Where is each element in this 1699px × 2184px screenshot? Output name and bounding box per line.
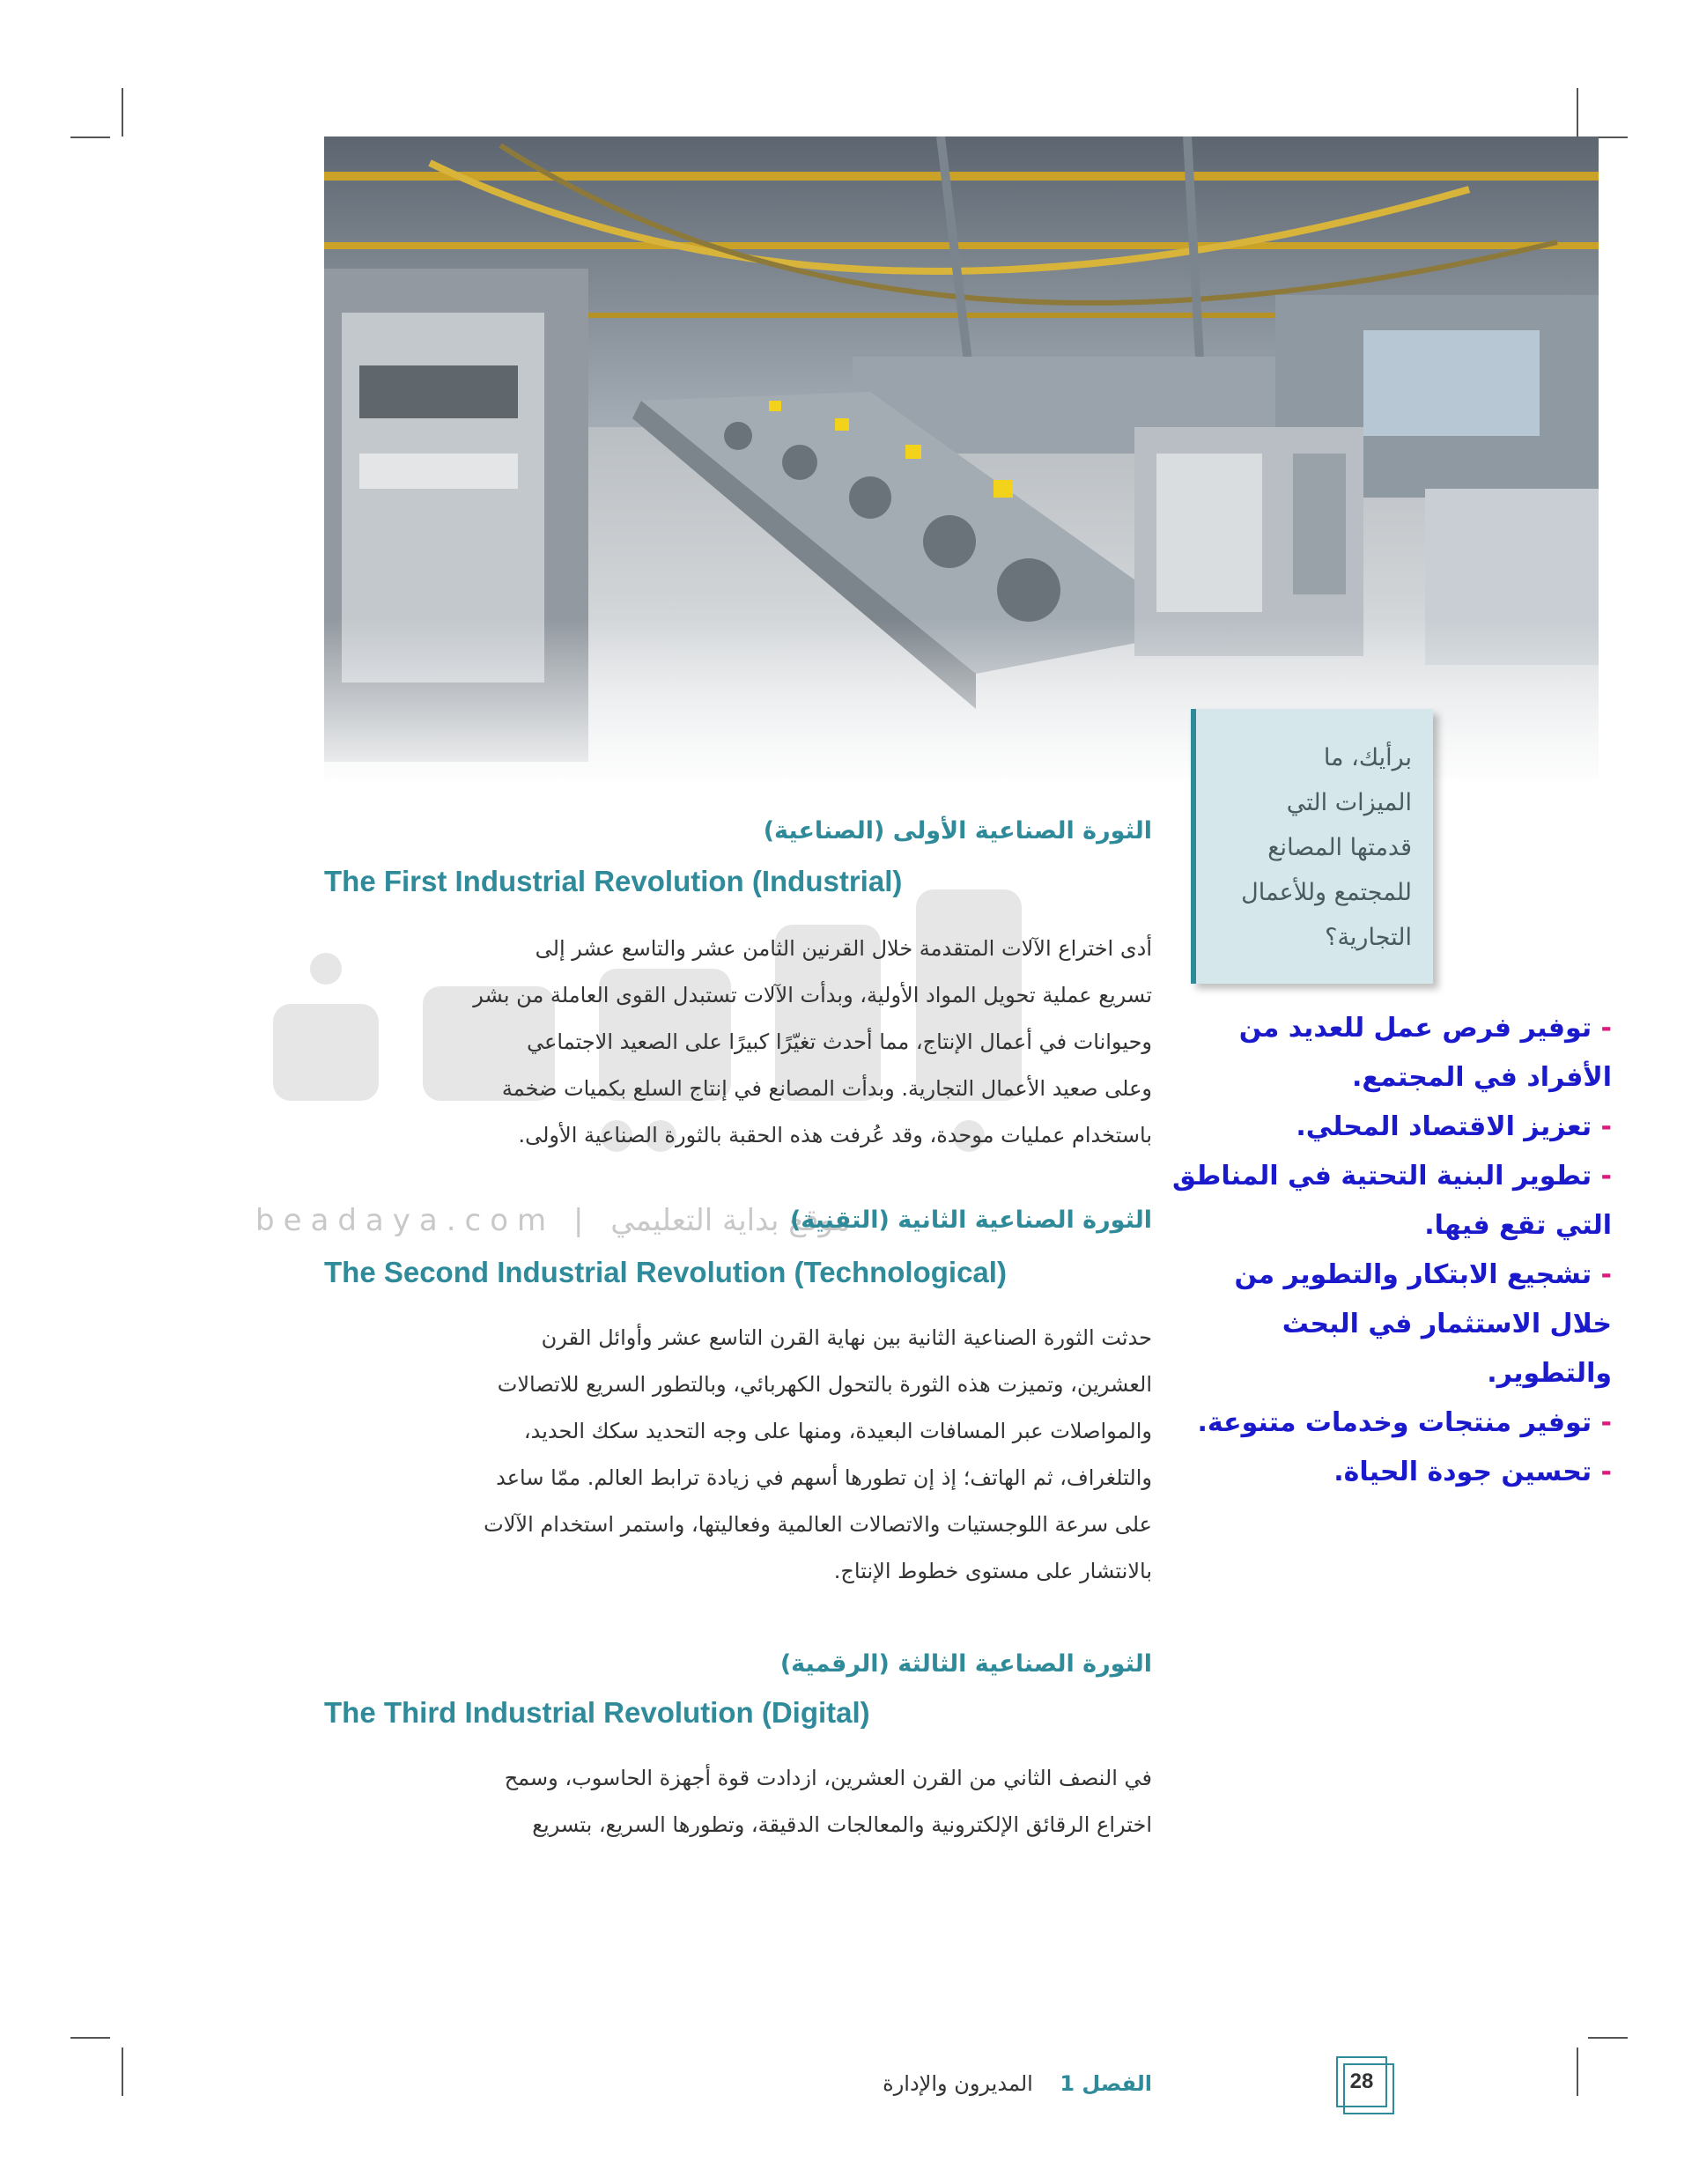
factory-photo <box>324 136 1599 779</box>
question-box <box>1191 709 1433 984</box>
answer-text: توفير منتجات وخدمات متنوعة. <box>1197 1407 1592 1438</box>
paragraph-line: باستخدام عمليات موحدة، وقد عُرفت هذه الحقبة بالثورة الصناعية الأولى. <box>518 1123 1152 1147</box>
answer-dash: - <box>1592 1161 1612 1192</box>
answer-text: خلال الاستثمار في البحث <box>1282 1309 1612 1339</box>
answer-line <box>1180 1398 1612 1448</box>
answer-text: تطوير البنية التحتية في المناطق <box>1172 1161 1592 1192</box>
section-paragraph <box>324 1315 1152 1595</box>
crop-mark <box>122 88 123 136</box>
paragraph-line: حدثت الثورة الصناعية الثانية بين نهاية القرن التاسع عشر وأوائل القرن <box>541 1325 1152 1350</box>
section-paragraph <box>324 926 1152 1159</box>
answer-dash: - <box>1592 1457 1612 1487</box>
section-heading-arabic: الثورة الصناعية الثانية (التقنية) <box>789 1206 1152 1234</box>
section-heading-english: The Second Industrial Revolution (Technological) <box>324 1256 1007 1288</box>
section-heading-arabic: الثورة الصناعية الأولى (الصناعية) <box>763 817 1152 845</box>
answer-line <box>1180 1201 1612 1251</box>
chapter-label: الفصل 1 <box>1060 2071 1152 2096</box>
paragraph-line: أدى اختراع الآلات المتقدمة خلال القرنين الثامن عشر والتاسع عشر إلى <box>535 936 1152 961</box>
answer-line <box>1180 1103 1612 1152</box>
answers-list <box>1172 1004 1612 1497</box>
answer-text: تحسين جودة الحياة. <box>1333 1457 1592 1487</box>
answer-line <box>1180 1053 1612 1103</box>
answer-line <box>1180 1349 1612 1398</box>
question-line: التجارية؟ <box>1325 924 1412 951</box>
answer-dash: - <box>1592 1407 1612 1438</box>
crop-mark <box>122 2048 123 2096</box>
footer-chapter <box>853 2071 1152 2096</box>
answer-text: والتطوير. <box>1487 1358 1612 1389</box>
paragraph-line: والمواصلات عبر المسافات البعيدة، ومنها على وجه التحديد سكك الحديد، <box>523 1419 1152 1443</box>
paragraph-line: بالانتشار على مستوى خطوط الإنتاج. <box>833 1559 1152 1583</box>
watermark-url: beadaya.com | موقع بداية التعليمي <box>255 1203 851 1238</box>
crop-mark <box>1577 2048 1578 2096</box>
answer-text: توفير فرص عمل للعديد من <box>1238 1013 1592 1044</box>
section-paragraph <box>324 1755 1152 1848</box>
paragraph-line: اختراع الرقائق الإلكترونية والمعالجات الدقيقة، وتطورها السريع، بتسريع <box>532 1812 1152 1837</box>
crop-mark <box>70 2037 110 2039</box>
factory-illustration <box>324 136 1599 779</box>
answer-dash: - <box>1592 1013 1612 1044</box>
question-line: قدمتها المصانع <box>1267 834 1412 861</box>
crop-mark <box>1577 88 1578 136</box>
answer-dash: - <box>1592 1259 1612 1290</box>
page-number: 28 <box>1336 2056 1387 2107</box>
answer-line <box>1180 1251 1612 1300</box>
answer-text: الأفراد في المجتمع. <box>1351 1062 1612 1093</box>
question-line: للمجتمع وللأعمال <box>1241 879 1412 906</box>
answer-text: التي تقع فيها. <box>1424 1210 1612 1241</box>
paragraph-line: على سرعة اللوجستيات والاتصالات العالمية وفعاليتها، واستمر استخدام الآلات <box>484 1512 1152 1537</box>
answer-text: تشجيع الابتكار والتطوير من <box>1234 1259 1592 1290</box>
paragraph-line: وحيوانات في أعمال الإنتاج، مما أحدث تغيّرًا كبيرًا على الصعيد الاجتماعي <box>527 1029 1152 1054</box>
paragraph-line: والتلغراف، ثم الهاتف؛ إذ إن تطورها أسهم في زيادة ترابط العالم. ممّا ساعد <box>496 1465 1152 1490</box>
chapter-title: المديرون والإدارة <box>883 2071 1033 2096</box>
answer-line <box>1180 1300 1612 1349</box>
answer-line <box>1180 1448 1612 1497</box>
answer-line <box>1172 1152 1612 1201</box>
answer-line <box>1180 1004 1612 1053</box>
answer-dash: - <box>1592 1111 1612 1142</box>
paragraph-line: العشرين، وتميزت هذه الثورة بالتحول الكهربائي، وبالتطور السريع للاتصالات <box>497 1372 1152 1397</box>
crop-mark <box>1588 2037 1628 2039</box>
section-heading-arabic: الثورة الصناعية الثالثة (الرقمية) <box>779 1650 1152 1678</box>
section-heading-english: The Third Industrial Revolution (Digital) <box>324 1696 870 1729</box>
question-line: الميزات التي <box>1286 789 1412 816</box>
paragraph-line: وعلى صعيد الأعمال التجارية. وبدأت المصانع في إنتاج السلع بكميات ضخمة <box>501 1076 1152 1101</box>
paragraph-line: تسريع عملية تحويل المواد الأولية، وبدأت الآلات تستبدل القوى العاملة من بشر <box>473 983 1152 1007</box>
answer-text: تعزيز الاقتصاد المحلي. <box>1296 1111 1592 1142</box>
section-heading-english: The First Industrial Revolution (Industrial) <box>324 865 903 897</box>
question-line: برأيك، ما <box>1323 744 1412 771</box>
paragraph-line: في النصف الثاني من القرن العشرين، ازدادت قوة أجهزة الحاسوب، وسمح <box>504 1766 1152 1790</box>
crop-mark <box>70 136 110 138</box>
